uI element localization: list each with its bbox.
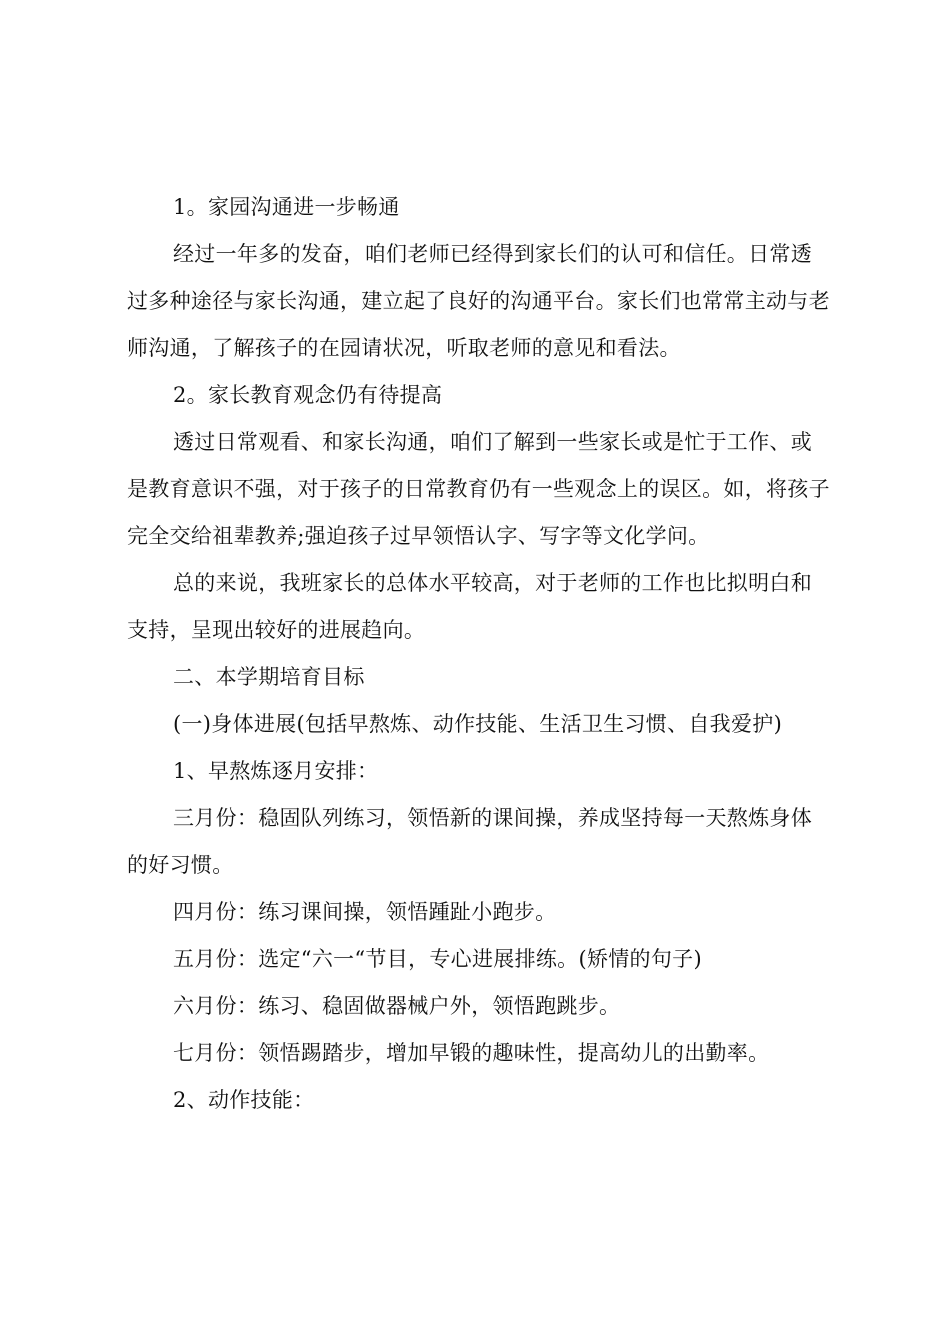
heading-motor-skills: 2、动作技能：: [173, 1088, 315, 1112]
list-item-june: 六月份：练习、稳固做器械户外，领悟跑跳步。: [173, 994, 621, 1018]
paragraph-education-concepts-detail: 透过日常观看、和家长沟通，咱们了解到一些家长或是忙于工作、或是教育意识不强，对于孩子的日常教育仍有一些观念上的误区。如，将孩子完全交给祖辈教养;强迫孩子过早领悟认字、写字等文化学问。: [127, 430, 830, 548]
heading-parent-education-concepts: 2。家长教育观念仍有待提高: [173, 383, 443, 407]
heading-semester-goals: 二、本学期培育目标: [173, 665, 365, 689]
heading-morning-exercise-plan: 1、早熬炼逐月安排：: [173, 759, 379, 783]
paragraph-communication-detail: 经过一年多的发奋，咱们老师已经得到家长们的认可和信任。日常透过多种途径与家长沟通，建立起了良好的沟通平台。家长们也常常主动与老师沟通，了解孩子的在园请状况，听取老师的意见和看法。: [127, 242, 830, 360]
paragraph-summary: 总的来说，我班家长的总体水平较高，对于老师的工作也比拟明白和支持，呈现出较好的进展趋向。: [127, 571, 812, 642]
heading-home-school-communication: 1。家园沟通进一步畅通: [173, 195, 400, 219]
heading-physical-development: (一)身体进展(包括早熬炼、动作技能、生活卫生习惯、自我爱护): [173, 712, 783, 736]
list-item-march: 三月份：稳固队列练习，领悟新的课间操，养成坚持每一天熬炼身体的好习惯。: [127, 806, 812, 877]
list-item-may: 五月份：选定“六一“节目，专心进展排练。(矫情的句子): [173, 947, 702, 971]
document-body: [127, 184, 833, 1124]
list-item-july: 七月份：领悟踢踏步，增加早锻的趣味性，提高幼儿的出勤率。: [173, 1041, 770, 1065]
list-item-april: 四月份：练习课间操，领悟踵趾小跑步。: [173, 900, 557, 924]
